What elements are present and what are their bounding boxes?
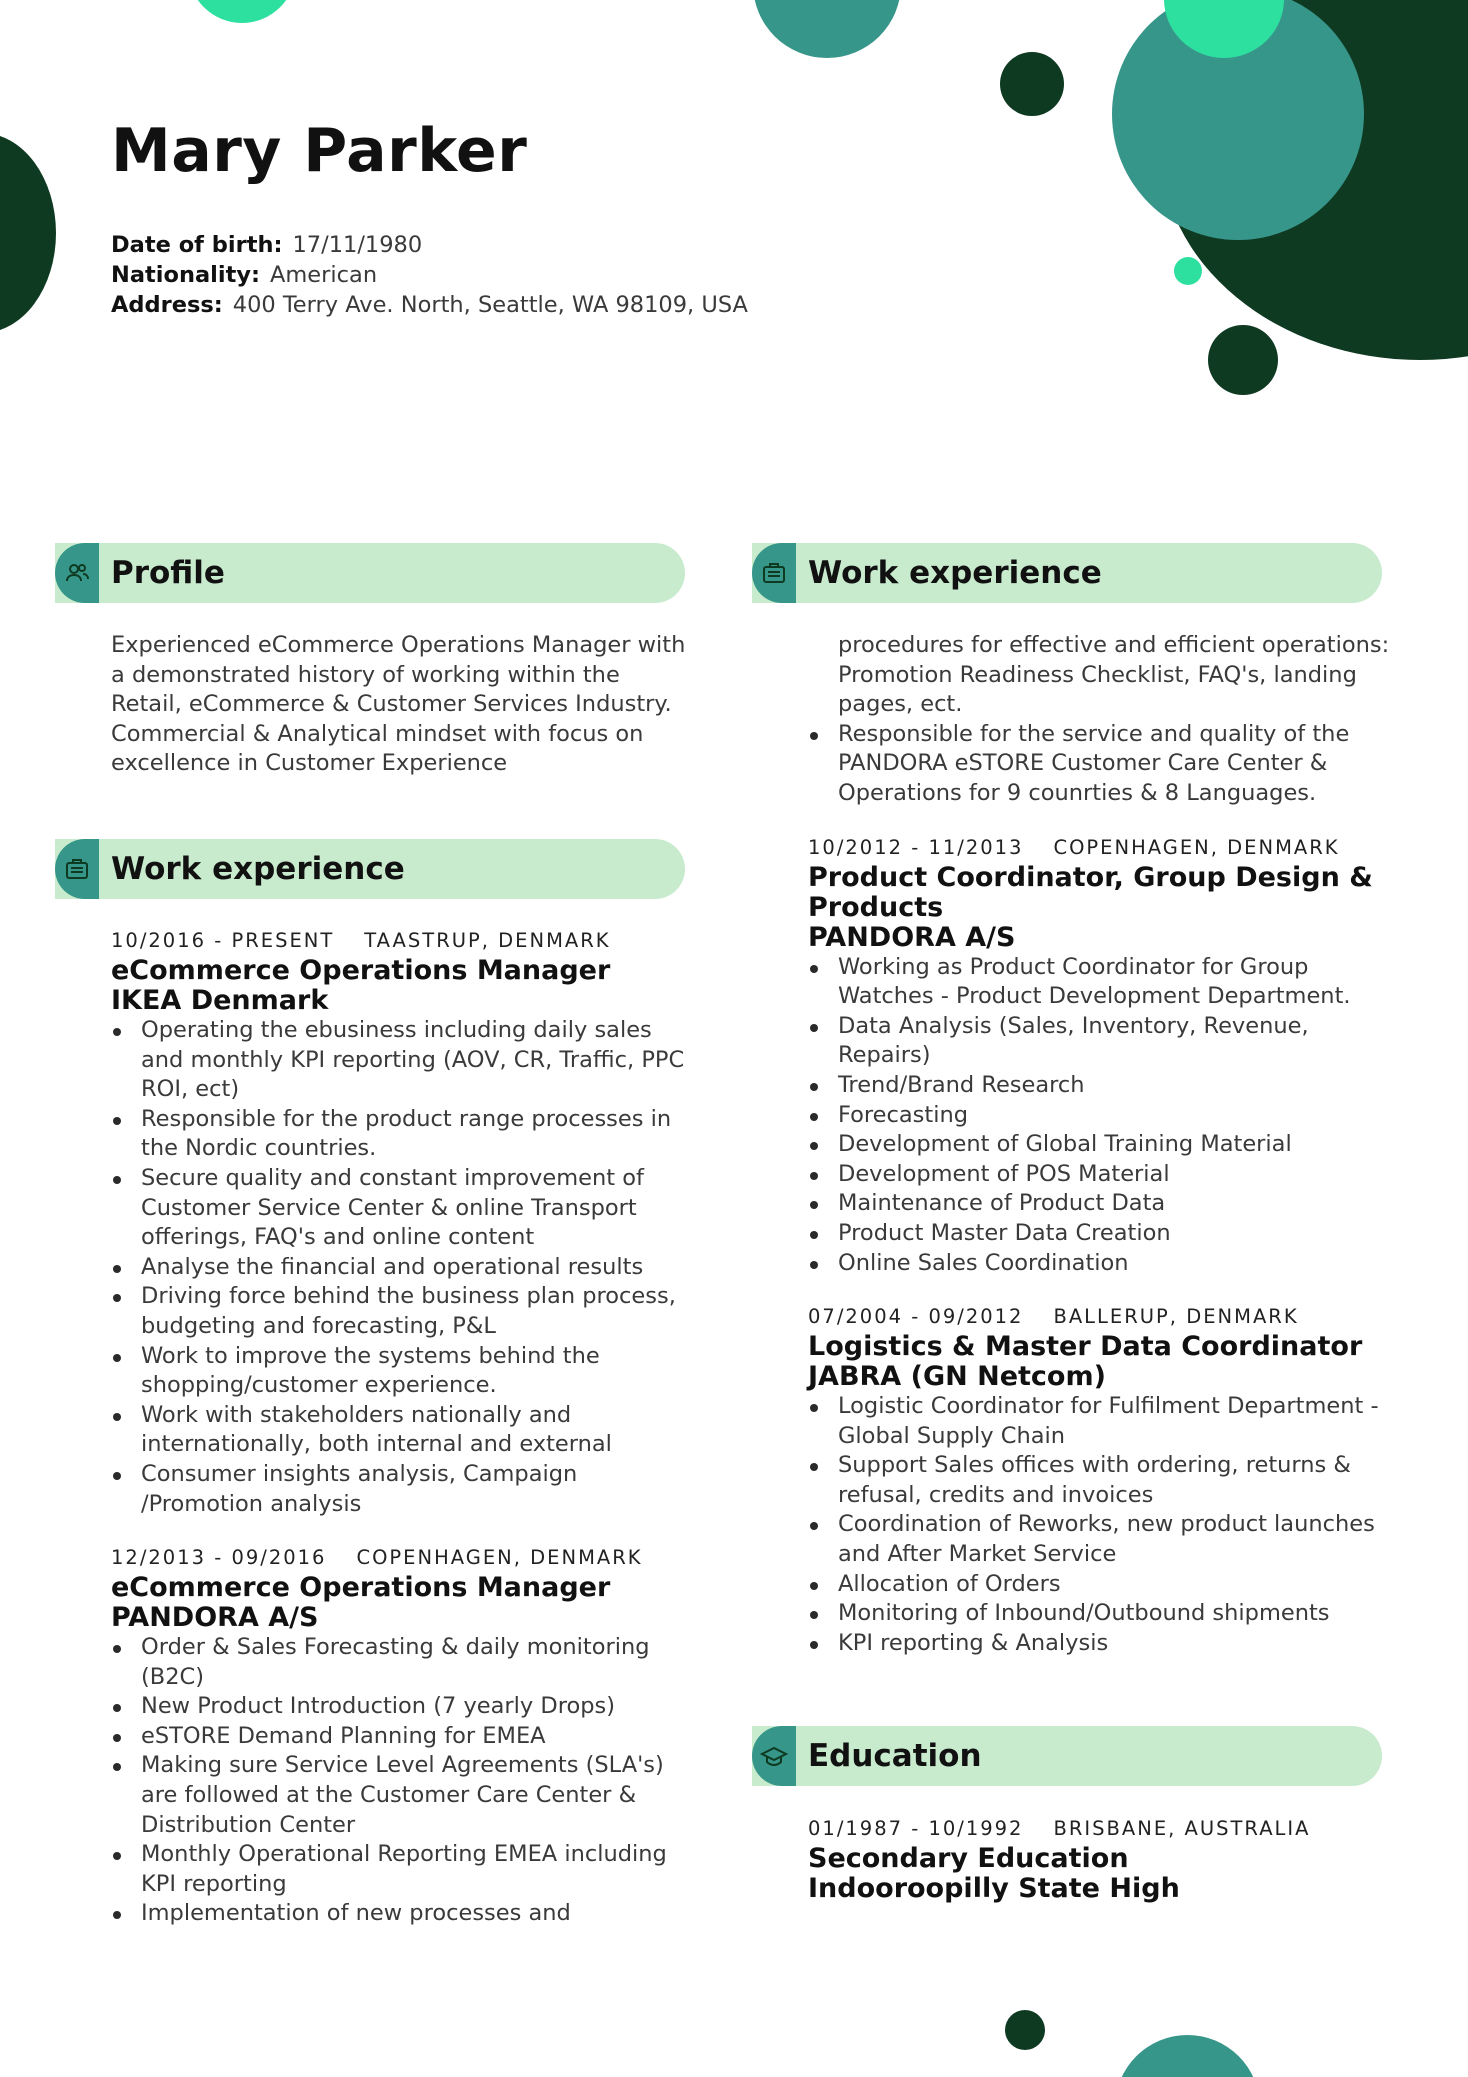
decorative-circle [753, 0, 901, 58]
list-item: Work with stakeholders nationally and internationally, both internal and external [111, 1401, 691, 1460]
education-school: Indooroopilly State High [808, 1873, 1180, 1904]
info-row-address [111, 290, 748, 320]
list-item: Operating the ebusiness including daily sales and monthly KPI reporting (AOV, CR, Traffic, PPC ROI, ect) [111, 1016, 691, 1105]
list-item: Product Master Data Creation [808, 1219, 1398, 1249]
job-meta [111, 926, 691, 956]
list-item: Development of Global Training Material [808, 1130, 1398, 1160]
decorative-circle [1000, 52, 1064, 116]
job-dates: 10/2016 - PRESENT [111, 929, 335, 952]
job-title: eCommerce Operations Manager [111, 955, 611, 986]
graduation-cap-icon [752, 1726, 796, 1786]
job-location: COPENHAGEN, DENMARK [356, 1546, 643, 1570]
list-item: New Product Introduction (7 yearly Drops) [111, 1692, 691, 1722]
info-row-dob [111, 230, 748, 260]
list-item: Implementation of new processes and [111, 1899, 691, 1929]
list-item: Work to improve the systems behind the shopping/customer experience. [111, 1342, 691, 1401]
decorative-circle [0, 133, 56, 333]
job-bullets [808, 953, 1398, 1279]
job-dates: 07/2004 - 09/2012 [808, 1305, 1024, 1329]
list-item: KPI reporting & Analysis [808, 1629, 1398, 1659]
decorative-circle [1005, 2010, 1045, 2050]
job-bullets [111, 1016, 691, 1519]
job-dates: 12/2013 - 09/2016 [111, 1546, 327, 1570]
list-item: Coordination of Reworks, new product launches and After Market Service [808, 1510, 1398, 1569]
job-company: PANDORA A/S [111, 1602, 319, 1634]
list-item: Forecasting [808, 1101, 1398, 1131]
candidate-name: Mary Parker [111, 116, 528, 186]
list-item: Driving force behind the business plan process, budgeting and forecasting, P&L [111, 1282, 691, 1341]
education-location: BRISBANE, AUSTRALIA [1053, 1817, 1311, 1840]
section-header-work-experience [752, 543, 1382, 603]
list-item: Data Analysis (Sales, Inventory, Revenue, Repairs) [808, 1012, 1398, 1071]
list-item: Maintenance of Product Data [808, 1189, 1398, 1219]
decorative-circle [1174, 257, 1202, 285]
job-entry [111, 926, 691, 1519]
list-item: Monthly Operational Reporting EMEA including KPI reporting [111, 1840, 691, 1899]
info-label: Nationality: [111, 262, 260, 288]
list-item: Trend/Brand Research [808, 1071, 1398, 1101]
job-title: Logistics & Master Data Coordinator [808, 1331, 1363, 1363]
job-location: BALLERUP, DENMARK [1053, 1305, 1299, 1329]
job-dates: 10/2012 - 11/2013 [808, 835, 1024, 859]
list-item: Consumer insights analysis, Campaign /Promotion analysis [111, 1460, 691, 1519]
list-item: Responsible for the service and quality of the PANDORA eSTORE Customer Care Center & Operations for 9 counrties & 8 Languages. [808, 720, 1398, 809]
job-entry [808, 833, 1398, 1279]
education-title: Secondary Education [808, 1843, 1129, 1874]
section-title: Work experience [808, 555, 1102, 591]
decorative-circle [188, 0, 296, 23]
job-meta [808, 833, 1398, 863]
education-meta [808, 1814, 1398, 1844]
education-entry [808, 1814, 1398, 1904]
work-right-column [808, 631, 1398, 1658]
job-company: PANDORA A/S [808, 921, 1016, 953]
decorative-circle [1115, 2035, 1260, 2077]
list-item: Order & Sales Forecasting & daily monitoring (B2C) [111, 1633, 691, 1692]
briefcase-icon [55, 839, 99, 899]
job-company: JABRA (GN Netcom) [808, 1361, 1106, 1393]
list-item: Making sure Service Level Agreements (SLA's) are followed at the Customer Care Center & Distribution Center [111, 1751, 691, 1840]
section-title: Education [808, 1738, 982, 1774]
section-title: Work experience [111, 851, 405, 887]
job-title: eCommerce Operations Manager [111, 1572, 611, 1604]
job-location: TAASTRUP, DENMARK [364, 929, 611, 952]
list-item: eSTORE Demand Planning for EMEA [111, 1722, 691, 1752]
job-company: IKEA Denmark [111, 985, 329, 1016]
job-meta [808, 1302, 1398, 1332]
list-item: Monitoring of Inbound/Outbound shipments [808, 1599, 1398, 1629]
list-item: Online Sales Coordination [808, 1249, 1398, 1279]
info-value: American [270, 262, 378, 288]
job-bullets [111, 1633, 691, 1929]
work-left-column [111, 902, 691, 1929]
info-label: Date of birth: [111, 232, 283, 258]
education-dates: 01/1987 - 10/1992 [808, 1817, 1024, 1840]
personal-info [111, 230, 748, 320]
info-value: 17/11/1980 [292, 232, 423, 258]
list-item: Secure quality and constant improvement of Customer Service Center & online Transport offerings, FAQ's and online content [111, 1164, 691, 1253]
list-item: Analyse the financial and operational results [111, 1253, 691, 1283]
briefcase-icon [752, 543, 796, 603]
section-header-education [752, 1726, 1382, 1786]
list-item: Allocation of Orders [808, 1570, 1398, 1600]
education-column [808, 1790, 1398, 1904]
job-entry [808, 1302, 1398, 1658]
profile-summary: Experienced eCommerce Operations Manager with a demonstrated history of working within the Retail, eCommerce & Customer Services Industry. Commercial & Analytical mindset with focus on excellence in Customer Experience [111, 632, 686, 777]
info-row-nationality [111, 260, 748, 290]
list-item: Working as Product Coordinator for Group Watches - Product Development Department. [808, 953, 1398, 1012]
job-location: COPENHAGEN, DENMARK [1053, 835, 1340, 859]
job-bullets-continued [808, 631, 1398, 809]
info-value: 400 Terry Ave. North, Seattle, WA 98109, USA [232, 292, 748, 318]
list-item: Development of POS Material [808, 1160, 1398, 1190]
section-title: Profile [111, 555, 225, 591]
job-title: Product Coordinator, Group Design & Products [808, 861, 1373, 923]
section-header-profile [55, 543, 685, 603]
people-icon [55, 543, 99, 603]
section-header-work-experience [55, 839, 685, 899]
info-label: Address: [111, 292, 223, 318]
job-bullets [808, 1392, 1398, 1658]
list-item-continued: procedures for effective and efficient operations: Promotion Readiness Checklist, FAQ's, landing pages, ect. [838, 632, 1390, 718]
decorative-circle [1208, 325, 1278, 395]
list-item: Support Sales offices with ordering, returns & refusal, credits and invoices [808, 1451, 1398, 1510]
job-entry [111, 1543, 691, 1929]
job-meta [111, 1543, 691, 1573]
list-item: Responsible for the product range processes in the Nordic countries. [111, 1105, 691, 1164]
list-item: Logistic Coordinator for Fulfilment Department - Global Supply Chain [808, 1392, 1398, 1451]
